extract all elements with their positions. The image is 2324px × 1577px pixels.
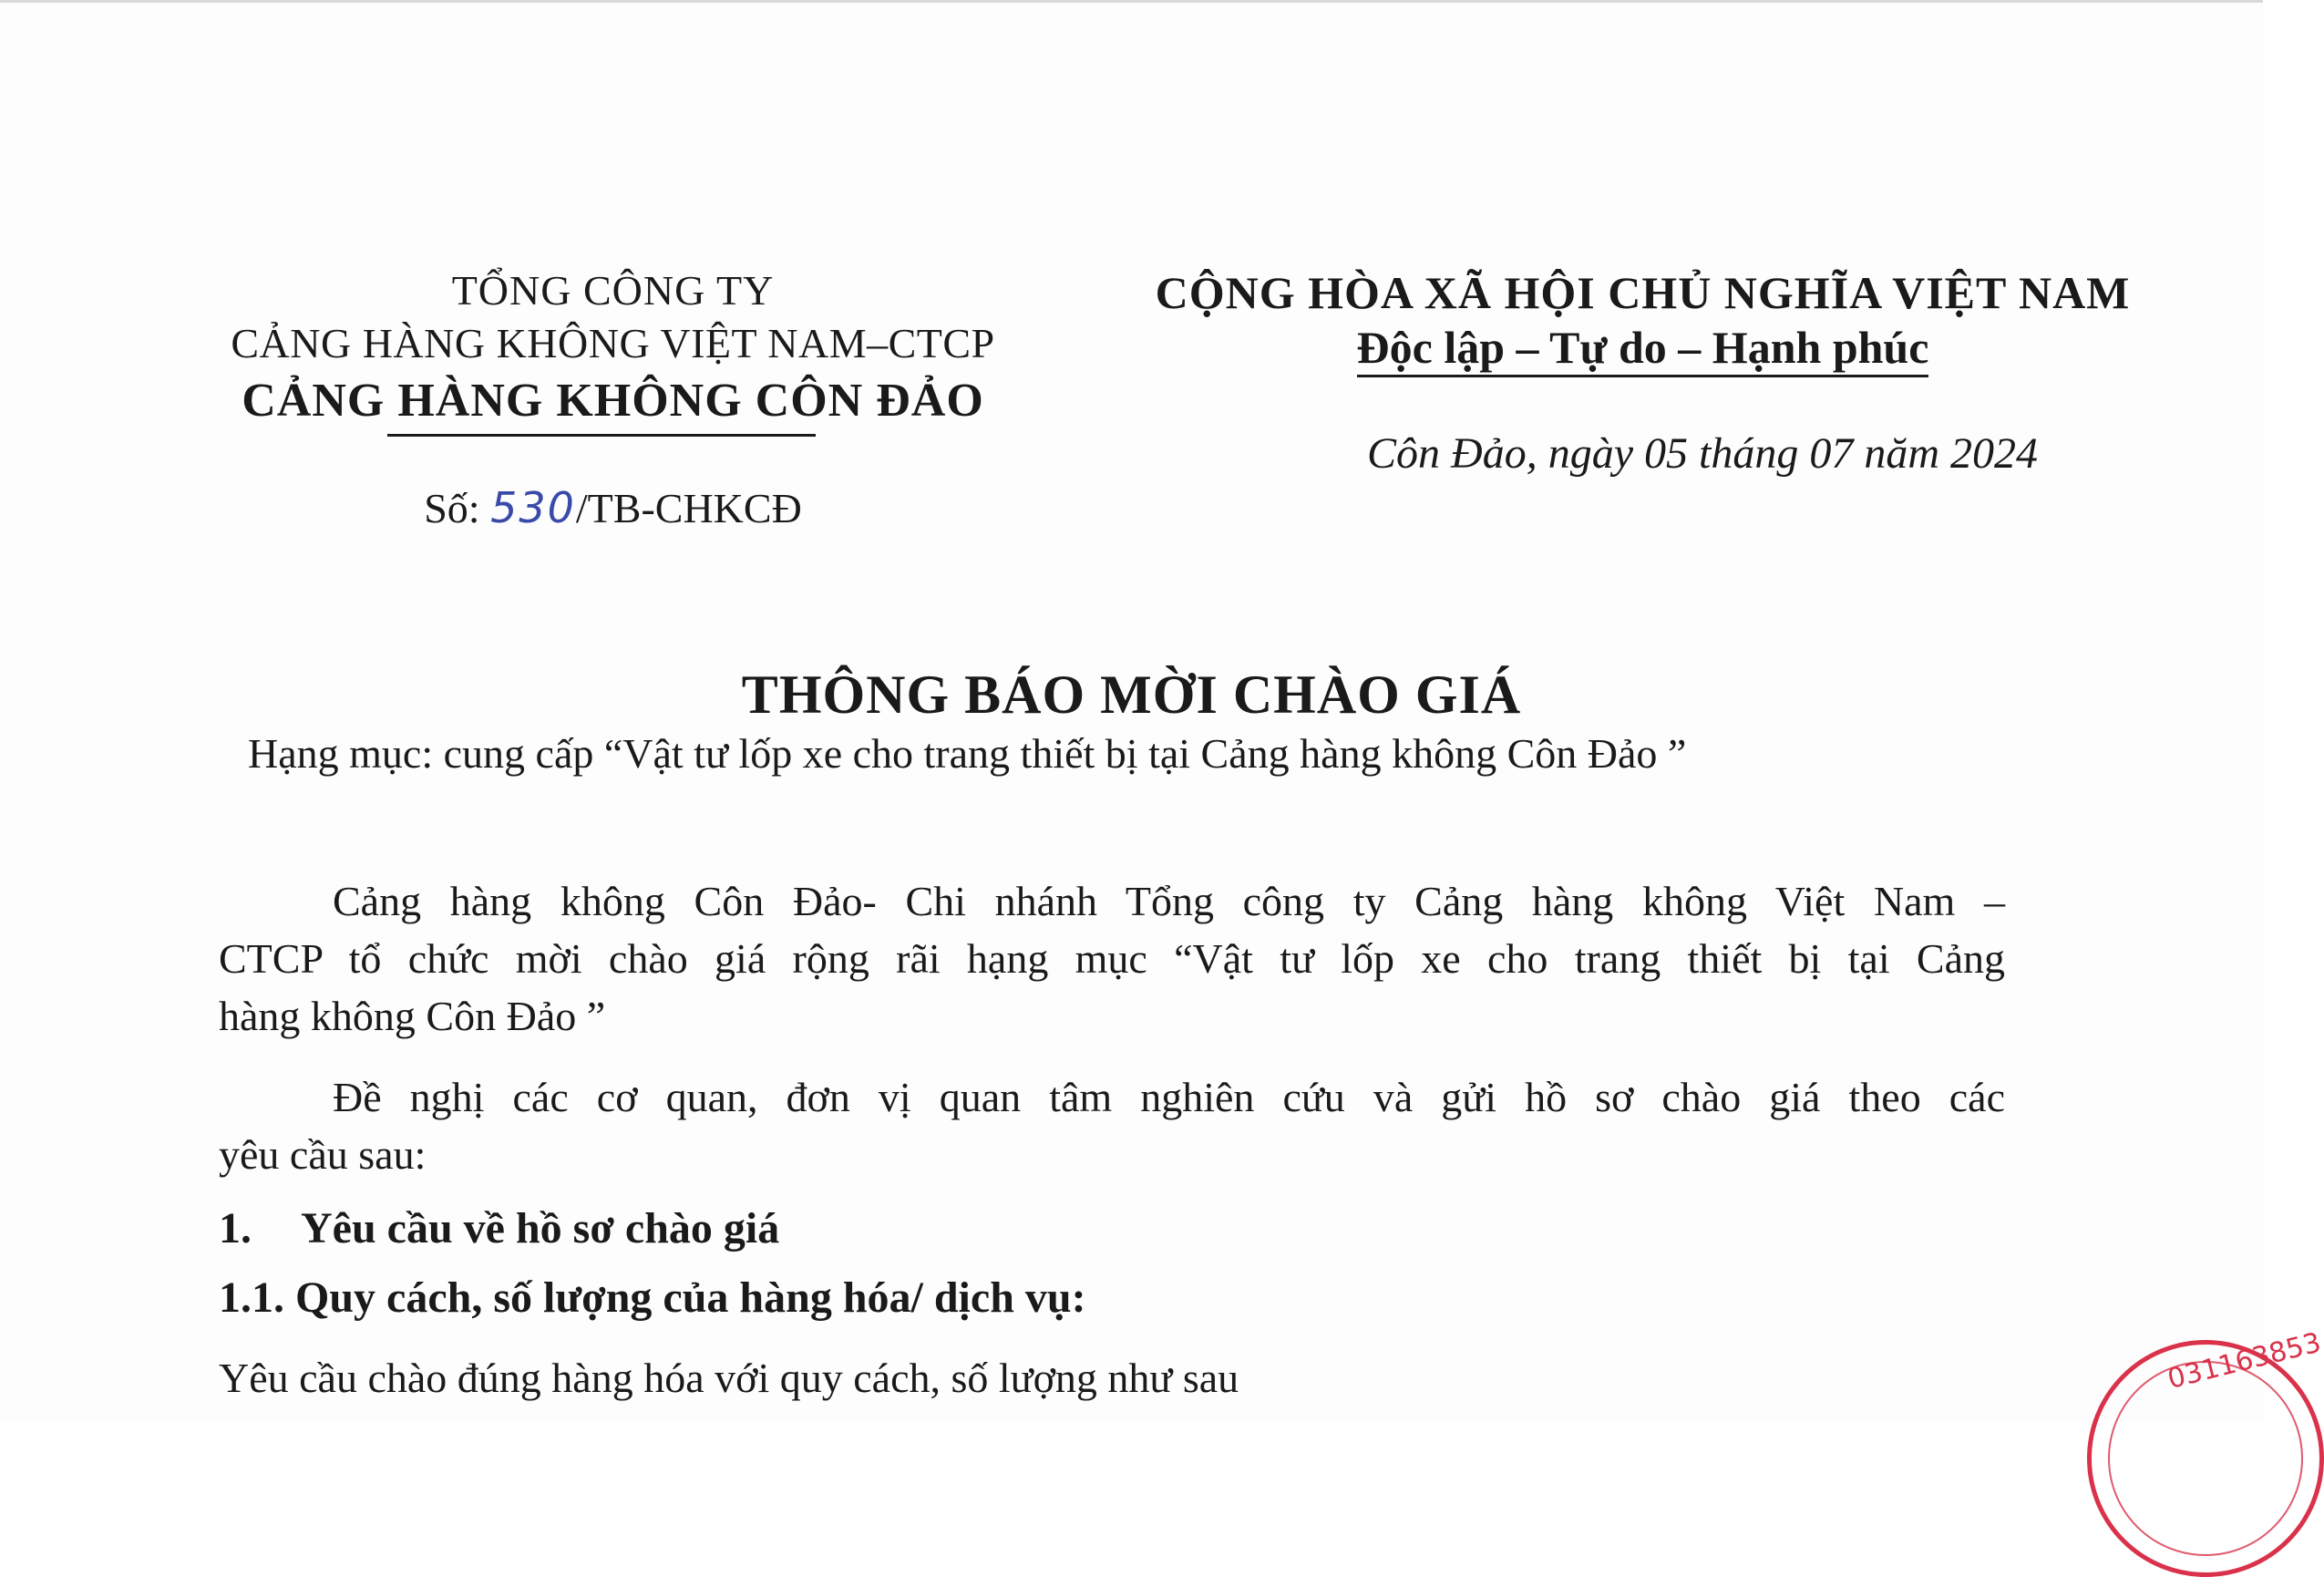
document-title: THÔNG BÁO MỜI CHÀO GIÁ [741,665,1522,725]
date-line: Côn Đảo, ngày 05 tháng 07 năm 2024 [1367,429,2038,478]
red-seal-stamp [2087,1326,2324,1577]
section-1-title: Yêu cầu về hồ sơ chào giá [301,1204,780,1252]
paragraph-2-line-1: Đề nghị các cơ quan, đơn vị quan tâm nghiên cứu và gửi hồ sơ chào giá theo các [333,1074,2005,1120]
doc-number-handwritten: 530 [490,483,576,532]
stamp-inner-ring [2108,1361,2303,1556]
section-1-number: 1. [219,1204,252,1252]
document-number [0,483,1226,532]
paragraph-2-line-2: yêu cầu sau: [219,1131,427,1178]
motto [1075,321,2210,374]
nation-title: CỘNG HÒA XÃ HỘI CHỦ NGHĨA VIỆT NAM [1155,267,2131,318]
motto-text: Độc lập – Tự do – Hạnh phúc [1357,322,1929,377]
requirement-line: Yêu cầu chào đúng hàng hóa với quy cách, số lượng như sau [219,1355,1239,1401]
scan-top-edge [0,0,2263,3]
doc-number-prefix: Số: [424,485,480,531]
org-unit-underline [387,434,816,437]
paragraph-1-line-3: hàng không Côn Đảo ” [219,993,606,1039]
doc-number-suffix: /TB-CHKCĐ [575,485,802,531]
org-parent-full-name: CẢNG HÀNG KHÔNG VIỆT NAM–CTCP [231,320,995,366]
org-parent-name: TỔNG CÔNG TY [451,267,775,314]
stamp-text: 031163853 [2165,1326,2324,1396]
paragraph-1-line-2: CTCP tổ chức mời chào giá rộng rãi hạng mục “Vật tư lốp xe cho trang thiết bị tại Cảng [219,935,2005,982]
section-1-heading [219,1203,779,1253]
section-1-1-heading: 1.1. Quy cách, số lượng của hàng hóa/ dịch vụ: [219,1273,1086,1322]
document-subtitle: Hạng mục: cung cấp “Vật tư lốp xe cho trang thiết bị tại Cảng hàng không Côn Đảo ” [248,730,1687,777]
paragraph-1-line-1: Cảng hàng không Côn Đảo- Chi nhánh Tổng công ty Cảng hàng không Việt Nam – [333,878,2005,924]
org-unit-name: CẢNG HÀNG KHÔNG CÔN ĐẢO [242,375,984,427]
